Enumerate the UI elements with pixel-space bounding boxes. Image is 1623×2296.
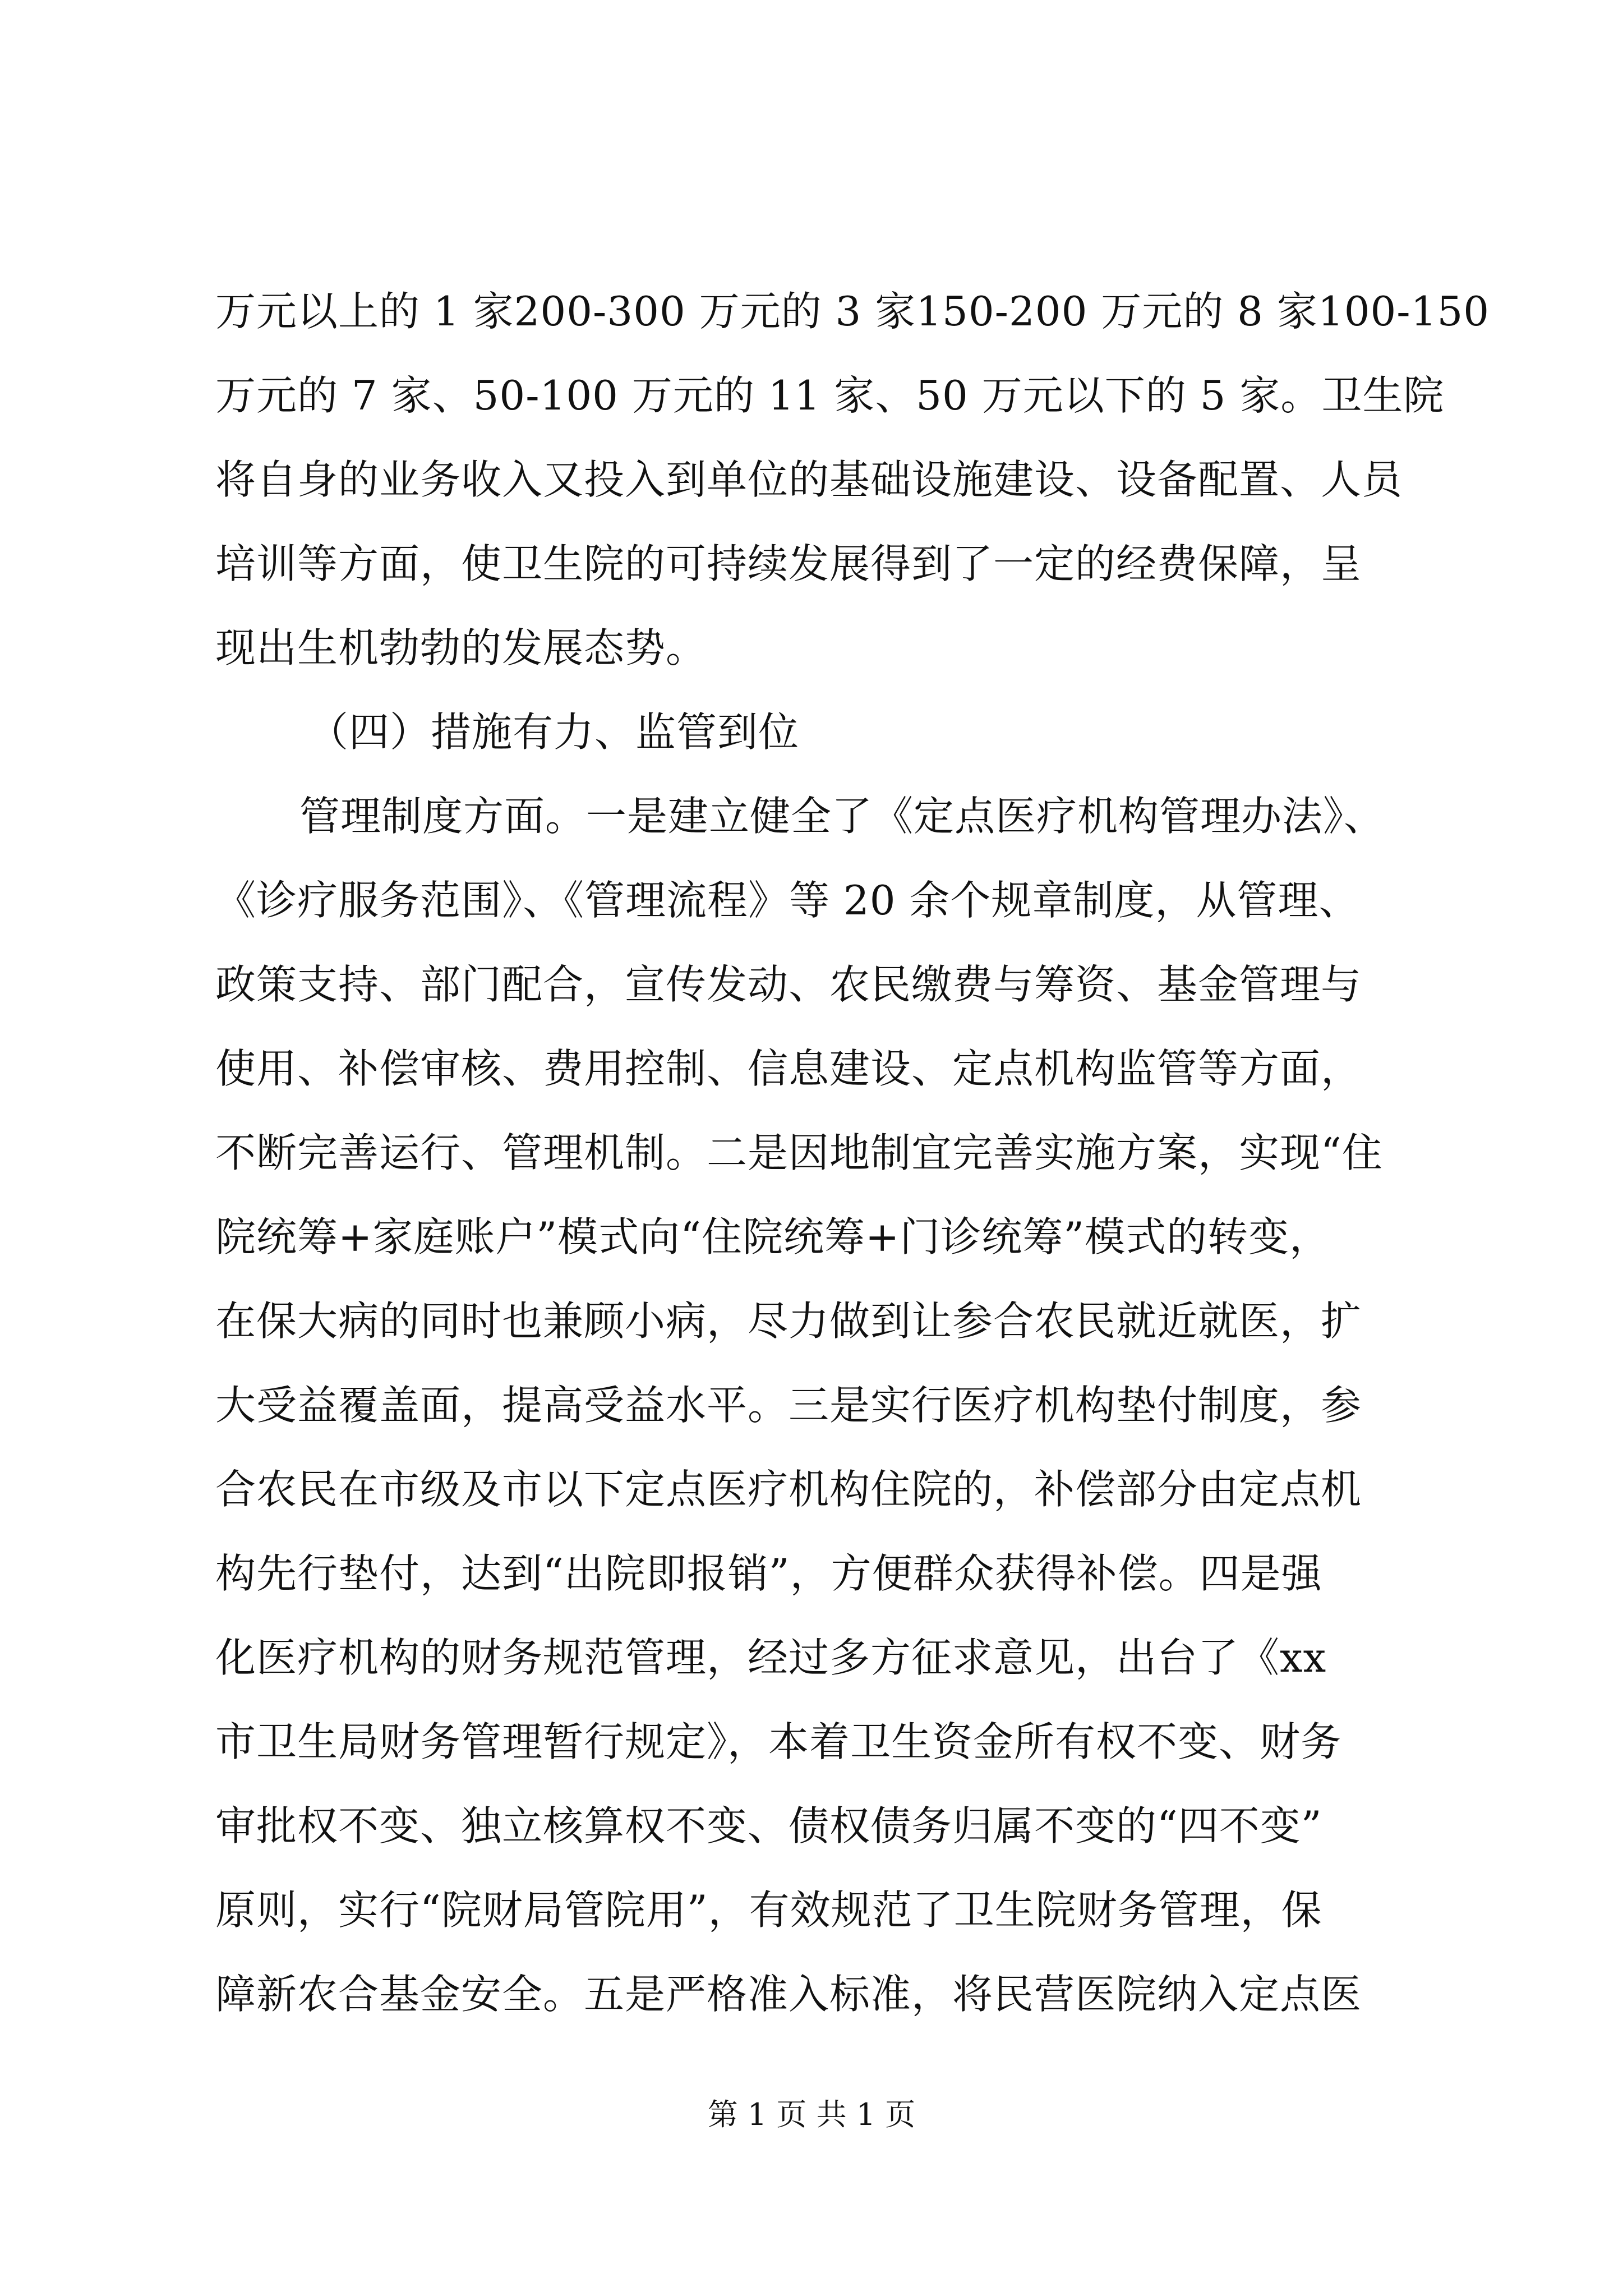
text-line: 审批权不变、独立核算权不变、债权债务归属不变的“四不变”: [215, 1802, 1322, 1849]
document-body: [215, 269, 1490, 2036]
text-line: 化医疗机构的财务规范管理，经过多方征求意见，出台了《xx: [215, 1634, 1327, 1681]
text-line: 大受益覆盖面，提高受益水平。三是实行医疗机构垫付制度，参: [215, 1382, 1362, 1429]
section-heading: （四）措施有力、监管到位: [308, 708, 800, 756]
page-footer: 第 1 页 共 1 页: [707, 2097, 916, 2132]
text-line: 使用、补偿审核、费用控制、信息建设、定点机构监管等方面，: [215, 1045, 1362, 1092]
text-line: 合农民在市级及市以下定点医疗机构住院的，补偿部分由定点机: [215, 1466, 1362, 1513]
text-line: 培训等方面，使卫生院的可持续发展得到了一定的经费保障，呈: [215, 540, 1362, 587]
text-line: 构先行垫付，达到“出院即报销”，方便群众获得补偿。四是强: [215, 1550, 1322, 1597]
text-line: 万元的 7 家、50-100 万元的 11 家、50 万元以下的 5 家。卫生院: [215, 372, 1445, 419]
text-line: 市卫生局财务管理暂行规定》，本着卫生资金所有权不变、财务: [215, 1718, 1342, 1765]
text-line: 政策支持、部门配合，宣传发动、农民缴费与筹资、基金管理与: [215, 961, 1362, 1008]
text-line: 管理制度方面。一是建立健全了《定点医疗机构管理办法》、: [299, 793, 1385, 840]
text-line: 将自身的业务收入又投入到单位的基础设施建设、设备配置、人员: [215, 456, 1403, 503]
text-line: 原则，实行“院财局管院用”，有效规范了卫生院财务管理，保: [215, 1887, 1322, 1934]
text-line: 院统筹+家庭账户”模式向“住院统筹+门诊统筹”模式的转变，: [215, 1213, 1331, 1260]
text-line: 在保大病的同时也兼顾小病，尽力做到让参合农民就近就医，扩: [215, 1297, 1362, 1345]
text-line: 万元以上的 1 家200-300 万元的 3 家150-200 万元的 8 家100-150: [215, 288, 1490, 335]
text-line: 不断完善运行、管理机制。二是因地制宜完善实施方案，实现“住: [215, 1129, 1383, 1176]
text-line: 障新农合基金安全。五是严格准入标准，将民营医院纳入定点医: [215, 1971, 1362, 2018]
text-line: 现出生机勃勃的发展态势。: [215, 624, 707, 671]
text-line: 《诊疗服务范围》、《管理流程》等 20 余个规章制度，从管理、: [215, 877, 1360, 924]
